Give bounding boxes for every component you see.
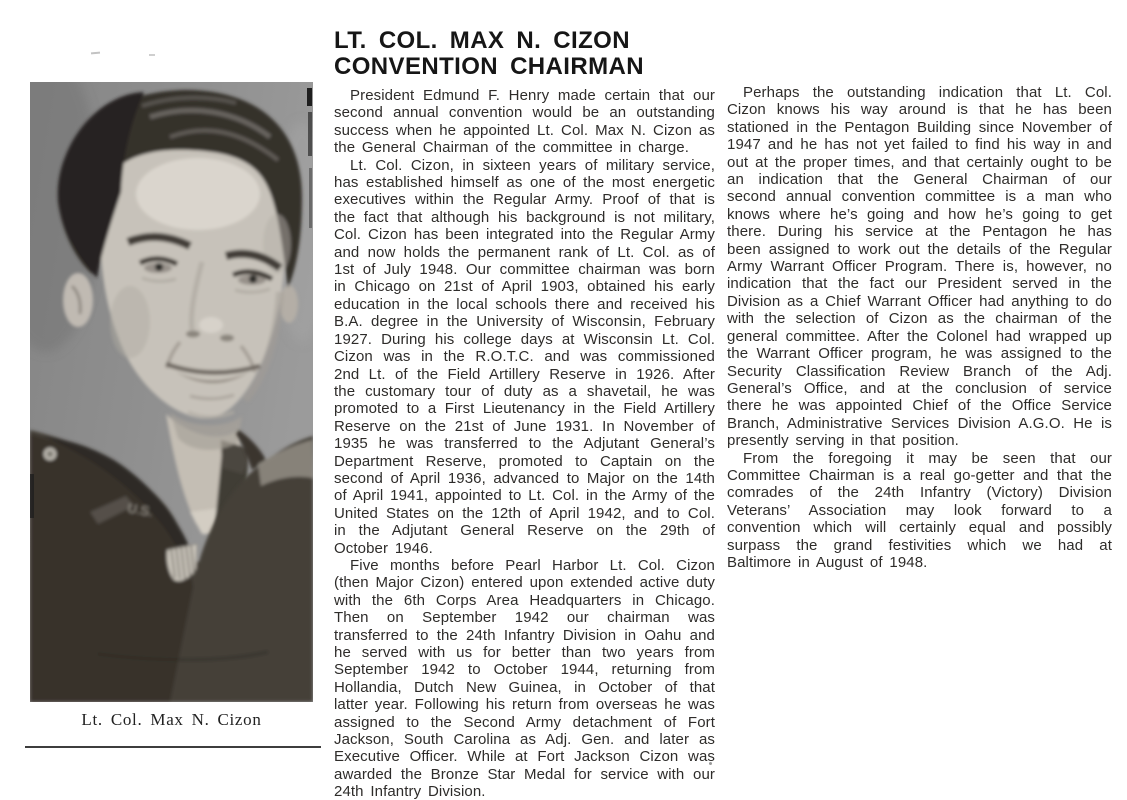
paragraph: From the foregoing it may be seen that our Committee Chairman is a real go-getter and that the comrades of the 24th Infantry (Victory) Division Veterans’ Association may look forward to a convention which will certainly equal and possibly surpass the grand festivities which we had at Baltimore in August of 1948. <box>727 449 1112 571</box>
paragraph: President Edmund F. Henry made certain that our second annual convention would be an outstanding success when he appointed Lt. Col. Max N. Cizon as the General Chairman of the committee in charge. <box>334 87 715 157</box>
divider-rule <box>25 746 321 748</box>
portrait-figure <box>30 82 313 702</box>
paragraph: Perhaps the outstanding indication that Lt. Col. Cizon knows his way around is that he has been stationed in the Pentagon Building since November of 1947 and he has not yet failed to find his way in and out at the proper times, and that certainly ought to be an indication that the General Chairman of our second annual convention committee is a man who knows where he’s going and how he’s going to get there. During his service at the Pentagon he has been assigned to work out the details of the Regular Army Warrant Officer Program. There is, however, no indication that the fact our President served in the Division as a Chief Warrant Officer had anything to do with the selection of Cizon as the chairman of the general committee. After the Colonel had wrapped up the Warrant Officer program, he was assigned to the Security Classification Review Branch of the Adj. General’s Office, and at the conclusion of service there he was appointed Chief of the Office Service Branch, Administrative Services Division A.G.O. He is presently serving in that position. <box>727 84 1112 450</box>
paragraph: Lt. Col. Cizon, in sixteen years of military service, has established himself as one of the most energetic executives within the Regular Army. Proof of that is the fact that although his background is not military, Col. Cizon has been integrated into the Regular Army and now holds the permanent rank of Lt. Col. as of 1st of July 1948. Our committee chairman was born in Chicago on 21st of April 1903, obtained his early education in the local schools there and received his B.A. degree in the University of Wisconsin, February 1927. During his college days at Wisconsin Lt. Col. Cizon was in the R.O.T.C. and was commissioned 2nd Lt. of the Field Artillery Reserve in 1926. After the customary tour of duty as a shavetail, he was promoted to a First Lieutenancy in the Field Artillery Reserve on the 21st of June 1931. In November of 1935 he was transferred to the Adjutant General’s Department Reserve, promoted to Captain on the second of April 1936, advanced to Major on the 14th of April 1941, appointed to Lt. Col. in the Army of the United States on the 12th of April 1942, and to Col. in the Adjutant General Reserve on the 29th of October 1946. <box>334 156 715 557</box>
collar-insignia-text: U.S. <box>126 500 154 520</box>
scan-artifact <box>149 54 155 56</box>
article-title-line2: CONVENTION CHAIRMAN <box>334 53 644 80</box>
portrait-photo <box>30 82 313 702</box>
paragraph: Five months before Pearl Harbor Lt. Col. Cizon (then Major Cizon) entered upon extended active duty with the 6th Corps Area Headquarters in Chicago. Then on September 1942 our chairman was transferred to the 24th Infantry Division in Oahu and he served with us for better than two years from September 1942 to October 1944, returning from Hollandia, Dutch New Guinea, in October of that latter year. Following his return from overseas he was assigned to the Second Army detachment of Fort Jackson, South Carolina as Adj. Gen. and later as Executive Officer. While at Fort Jackson Cizon was awarded the Bronze Star Medal for service with our 24th Infantry Division. <box>334 556 715 800</box>
article-title <box>334 28 715 80</box>
article-column-1 <box>334 28 715 800</box>
photo-caption: Lt. Col. Max N. Cizon <box>81 710 262 729</box>
article-column-2 <box>727 84 1112 571</box>
scan-artifact <box>91 52 100 55</box>
article-title-line1: LT. COL. MAX N. CIZON <box>334 27 630 54</box>
